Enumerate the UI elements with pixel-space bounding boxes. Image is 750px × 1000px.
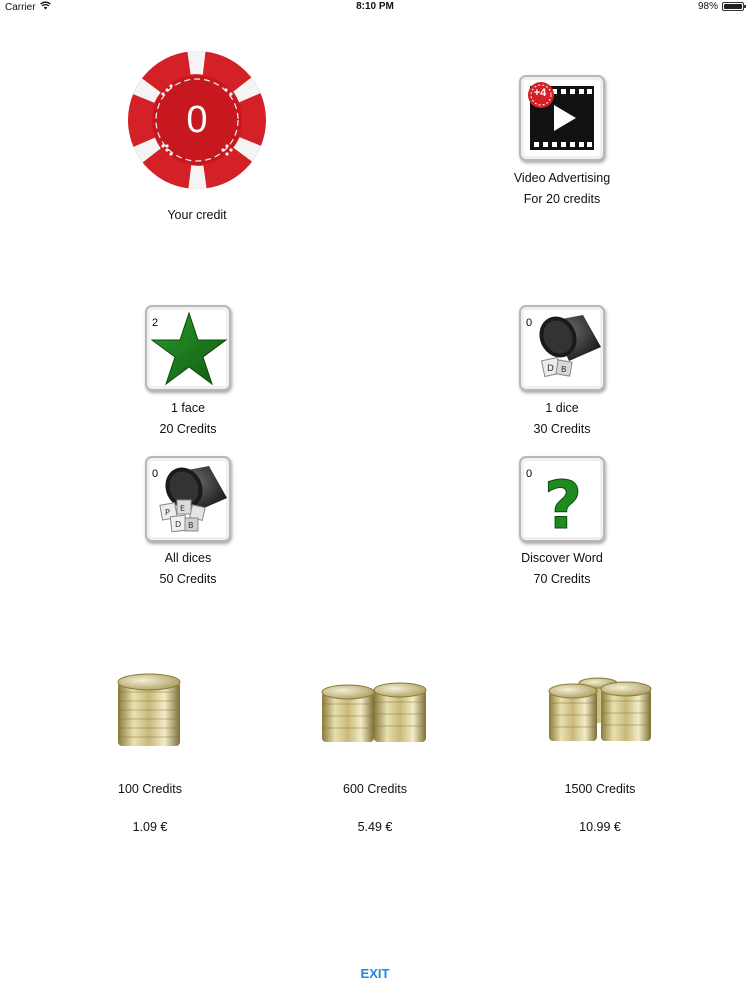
pack-100-credits-button[interactable] xyxy=(110,670,190,755)
status-bar xyxy=(0,0,750,14)
carrier-label: Carrier xyxy=(5,1,36,13)
pack-price-label: 10.99 € xyxy=(579,820,621,834)
exit-button[interactable]: EXIT xyxy=(360,966,390,981)
video-ad-price: For 20 credits xyxy=(523,192,601,206)
question-mark-icon xyxy=(521,458,603,540)
status-right xyxy=(698,1,744,12)
pack-credits-label: 600 Credits xyxy=(343,782,407,796)
item-count: 2 xyxy=(152,317,159,329)
pack-1500-credits-button[interactable] xyxy=(545,675,655,750)
item-name: All dices xyxy=(164,551,212,565)
svg-text:P: P xyxy=(165,508,170,517)
pack-credits-label: 100 Credits xyxy=(118,782,182,796)
item-count: 0 xyxy=(152,468,159,480)
item-price: 30 Credits xyxy=(533,422,591,436)
video-advertising-button[interactable] xyxy=(519,75,605,161)
item-discover-word-button[interactable] xyxy=(519,456,605,542)
svg-text:B: B xyxy=(188,521,194,530)
svg-text:?: ? xyxy=(543,467,583,540)
credit-value: 0 xyxy=(186,99,208,141)
battery-percent: 98% xyxy=(697,1,718,12)
coin-stacks-three-icon xyxy=(545,675,655,750)
item-price: 20 Credits xyxy=(159,422,217,436)
ad-badge: +4 xyxy=(533,87,547,99)
item-all-dices-button[interactable] xyxy=(145,456,231,542)
svg-text:E: E xyxy=(180,504,186,513)
item-one-dice-button[interactable] xyxy=(519,305,605,391)
dice-cup-multiple-icon xyxy=(147,458,229,540)
coin-stack-icon xyxy=(110,670,190,755)
dice-cup-icon xyxy=(521,307,603,389)
item-count: 0 xyxy=(526,468,533,480)
pack-credits-label: 1500 Credits xyxy=(564,782,636,796)
item-price: 50 Credits xyxy=(159,572,217,586)
star-icon xyxy=(147,307,229,389)
pack-price-label: 5.49 € xyxy=(357,820,393,834)
credit-label: Your credit xyxy=(167,208,227,222)
item-one-face-button[interactable] xyxy=(145,305,231,391)
item-name: 1 dice xyxy=(545,401,579,415)
item-count: 0 xyxy=(526,317,533,329)
pack-price-label: 1.09 € xyxy=(132,820,168,834)
item-name: 1 face xyxy=(170,401,206,415)
pack-600-credits-button[interactable] xyxy=(318,680,430,750)
video-ad-title: Video Advertising xyxy=(513,171,611,185)
svg-text:D: D xyxy=(175,520,182,529)
svg-text:D: D xyxy=(547,364,554,374)
battery-icon xyxy=(722,2,744,11)
svg-text:B: B xyxy=(561,365,567,374)
coin-stacks-two-icon xyxy=(318,680,430,750)
credit-chip xyxy=(127,50,267,190)
clock: 8:10 PM xyxy=(356,1,394,12)
item-price: 70 Credits xyxy=(533,572,591,586)
item-name: Discover Word xyxy=(521,551,603,565)
